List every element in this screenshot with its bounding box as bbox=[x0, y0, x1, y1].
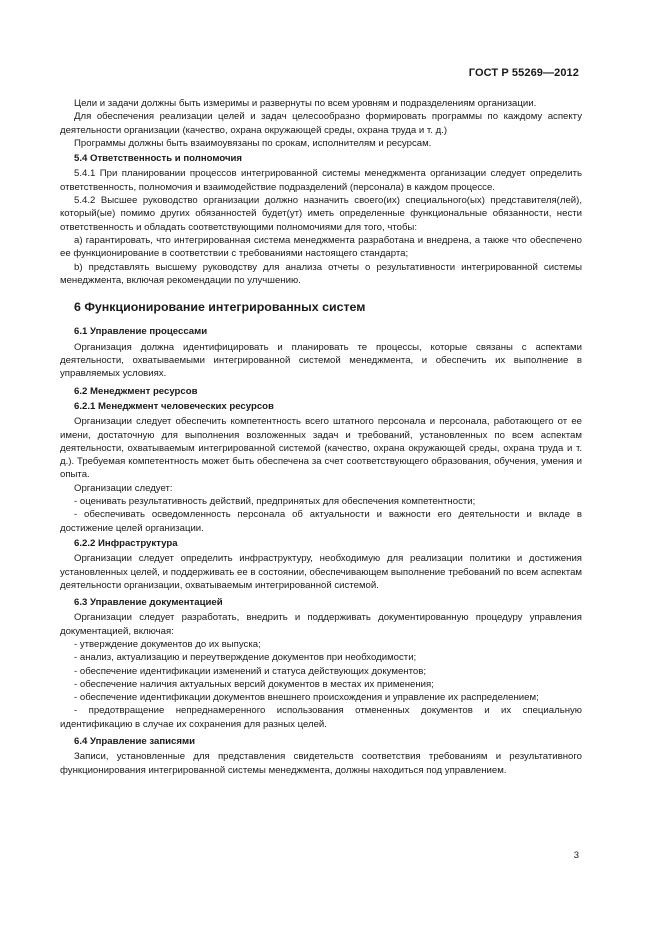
paragraph: Организация должна идентифицировать и планировать те процессы, которые связаны с аспектами деятельности, охватываемыми интегрированной системой менеджмента, и обеспечить их выполнение в управляемых условиях. bbox=[60, 341, 582, 380]
paragraph: Организации следует разработать, внедрить и поддерживать документированную процедуру управления документацией, включая: bbox=[60, 612, 582, 637]
paragraph-5-4-1: 5.4.1 При планировании процессов интегрированной системы менеджмента организации следует определить ответственность, полномочия и взаимодействие подразделений (персонала) в каждом процессе. bbox=[60, 168, 582, 193]
list-item: - обеспечение идентификации изменений и статуса действующих документов; bbox=[74, 665, 426, 677]
list-item: - обеспечение идентификации документов внешнего происхождения и управление их распределением; bbox=[74, 692, 539, 704]
section-heading-6-1: 6.1 Управление процессами bbox=[74, 326, 208, 338]
list-item: - обеспечение наличия актуальных версий документов в местах их применения; bbox=[74, 678, 434, 690]
list-item: - оценивать результативность действий, предпринятых для обеспечения компетентности; bbox=[74, 496, 476, 508]
paragraph: Записи, установленные для представления свидетельств соответствия требованиям и результативного функционирования интегрированной системы менеджмента, должны находиться под управлением. bbox=[60, 751, 582, 776]
paragraph: Для обеспечения реализации целей и задач целесообразно формировать программы по каждому аспекту деятельности организации (качество, охрана окружающей среды, охрана труда и т. д.) bbox=[60, 111, 582, 136]
section-heading-6-2-1: 6.2.1 Менеджмент человеческих ресурсов bbox=[74, 400, 274, 412]
list-item-a: а) гарантировать, что интегрированная система менеджмента разработана и внедрена, а также что обеспечено ее функционирование в соответствии с требованиями настоящего стандарта; bbox=[60, 234, 582, 260]
page-body bbox=[60, 97, 582, 777]
page-number: 3 bbox=[573, 850, 579, 861]
standard-designation: ГОСТ Р 55269—2012 bbox=[468, 67, 579, 79]
list-item-b: b) представлять высшему руководству для анализа отчеты о результативности интегрированной системы менеджмента, включая рекомендации по улучшению. bbox=[60, 261, 582, 286]
paragraph: Организации следует определить инфраструктуру, необходимую для реализации политики и достижения установленных целей, и поддерживать ее в состоянии, обеспечивающем выполнение требований по всем аспектам деятельности организации, охватываемым интегрированной системой. bbox=[60, 553, 582, 591]
paragraph: Цели и задачи должны быть измеримы и развернуты по всем уровням и подразделениям организации. bbox=[74, 98, 537, 109]
list-item: - утверждение документов до их выпуска; bbox=[74, 638, 261, 650]
list-item: - анализ, актуализацию и переутверждение документов при необходимости; bbox=[74, 652, 417, 664]
section-heading-6-2-2: 6.2.2 Инфраструктура bbox=[74, 537, 178, 549]
list-item: - предотвращение непреднамеренного использования отмененных документов и их специальную идентификацию в случае их сохранения для разных целей. bbox=[60, 705, 582, 730]
paragraph: Организации следует: bbox=[74, 482, 173, 494]
section-heading-6-4: 6.4 Управление записями bbox=[74, 736, 195, 748]
list-item: - обеспечивать осведомленность персонала об актуальности и важности его деятельности и вкладе в достижение целей организации. bbox=[60, 509, 582, 534]
paragraph: Организации следует обеспечить компетентность всего штатного персонала и персонала, работающего от ее имени, достаточную для выполнения возложенных задач и требований, установленных по всем аспектам деятельности, охватываемым интегрированной системой (качество, охрана окружающей среды, охрана труда и т. д.). Требуемая компетентность может быть обеспечена за счет соответствующего образования, обучения, умения и опыта. bbox=[60, 416, 582, 481]
paragraph: Программы должны быть взаимоувязаны по срокам, исполнителям и ресурсам. bbox=[74, 137, 432, 149]
section-heading-6-2: 6.2 Менеджмент ресурсов bbox=[74, 385, 198, 397]
section-heading-5-4: 5.4 Ответственность и полномочия bbox=[74, 153, 243, 165]
section-heading-6-3: 6.3 Управление документацией bbox=[74, 597, 223, 609]
paragraph-5-4-2: 5.4.2 Высшее руководство организации должно назначить своего(их) специального(ых) представителя(лей), который(ые) помимо других обязанностей будет(ут) иметь определенные функциональные обязанности, нести ответственность и обладать соответствующими полномочиями для того, чтобы: bbox=[60, 195, 582, 233]
chapter-heading-6: 6 Функционирование интегрированных систем bbox=[74, 300, 366, 315]
